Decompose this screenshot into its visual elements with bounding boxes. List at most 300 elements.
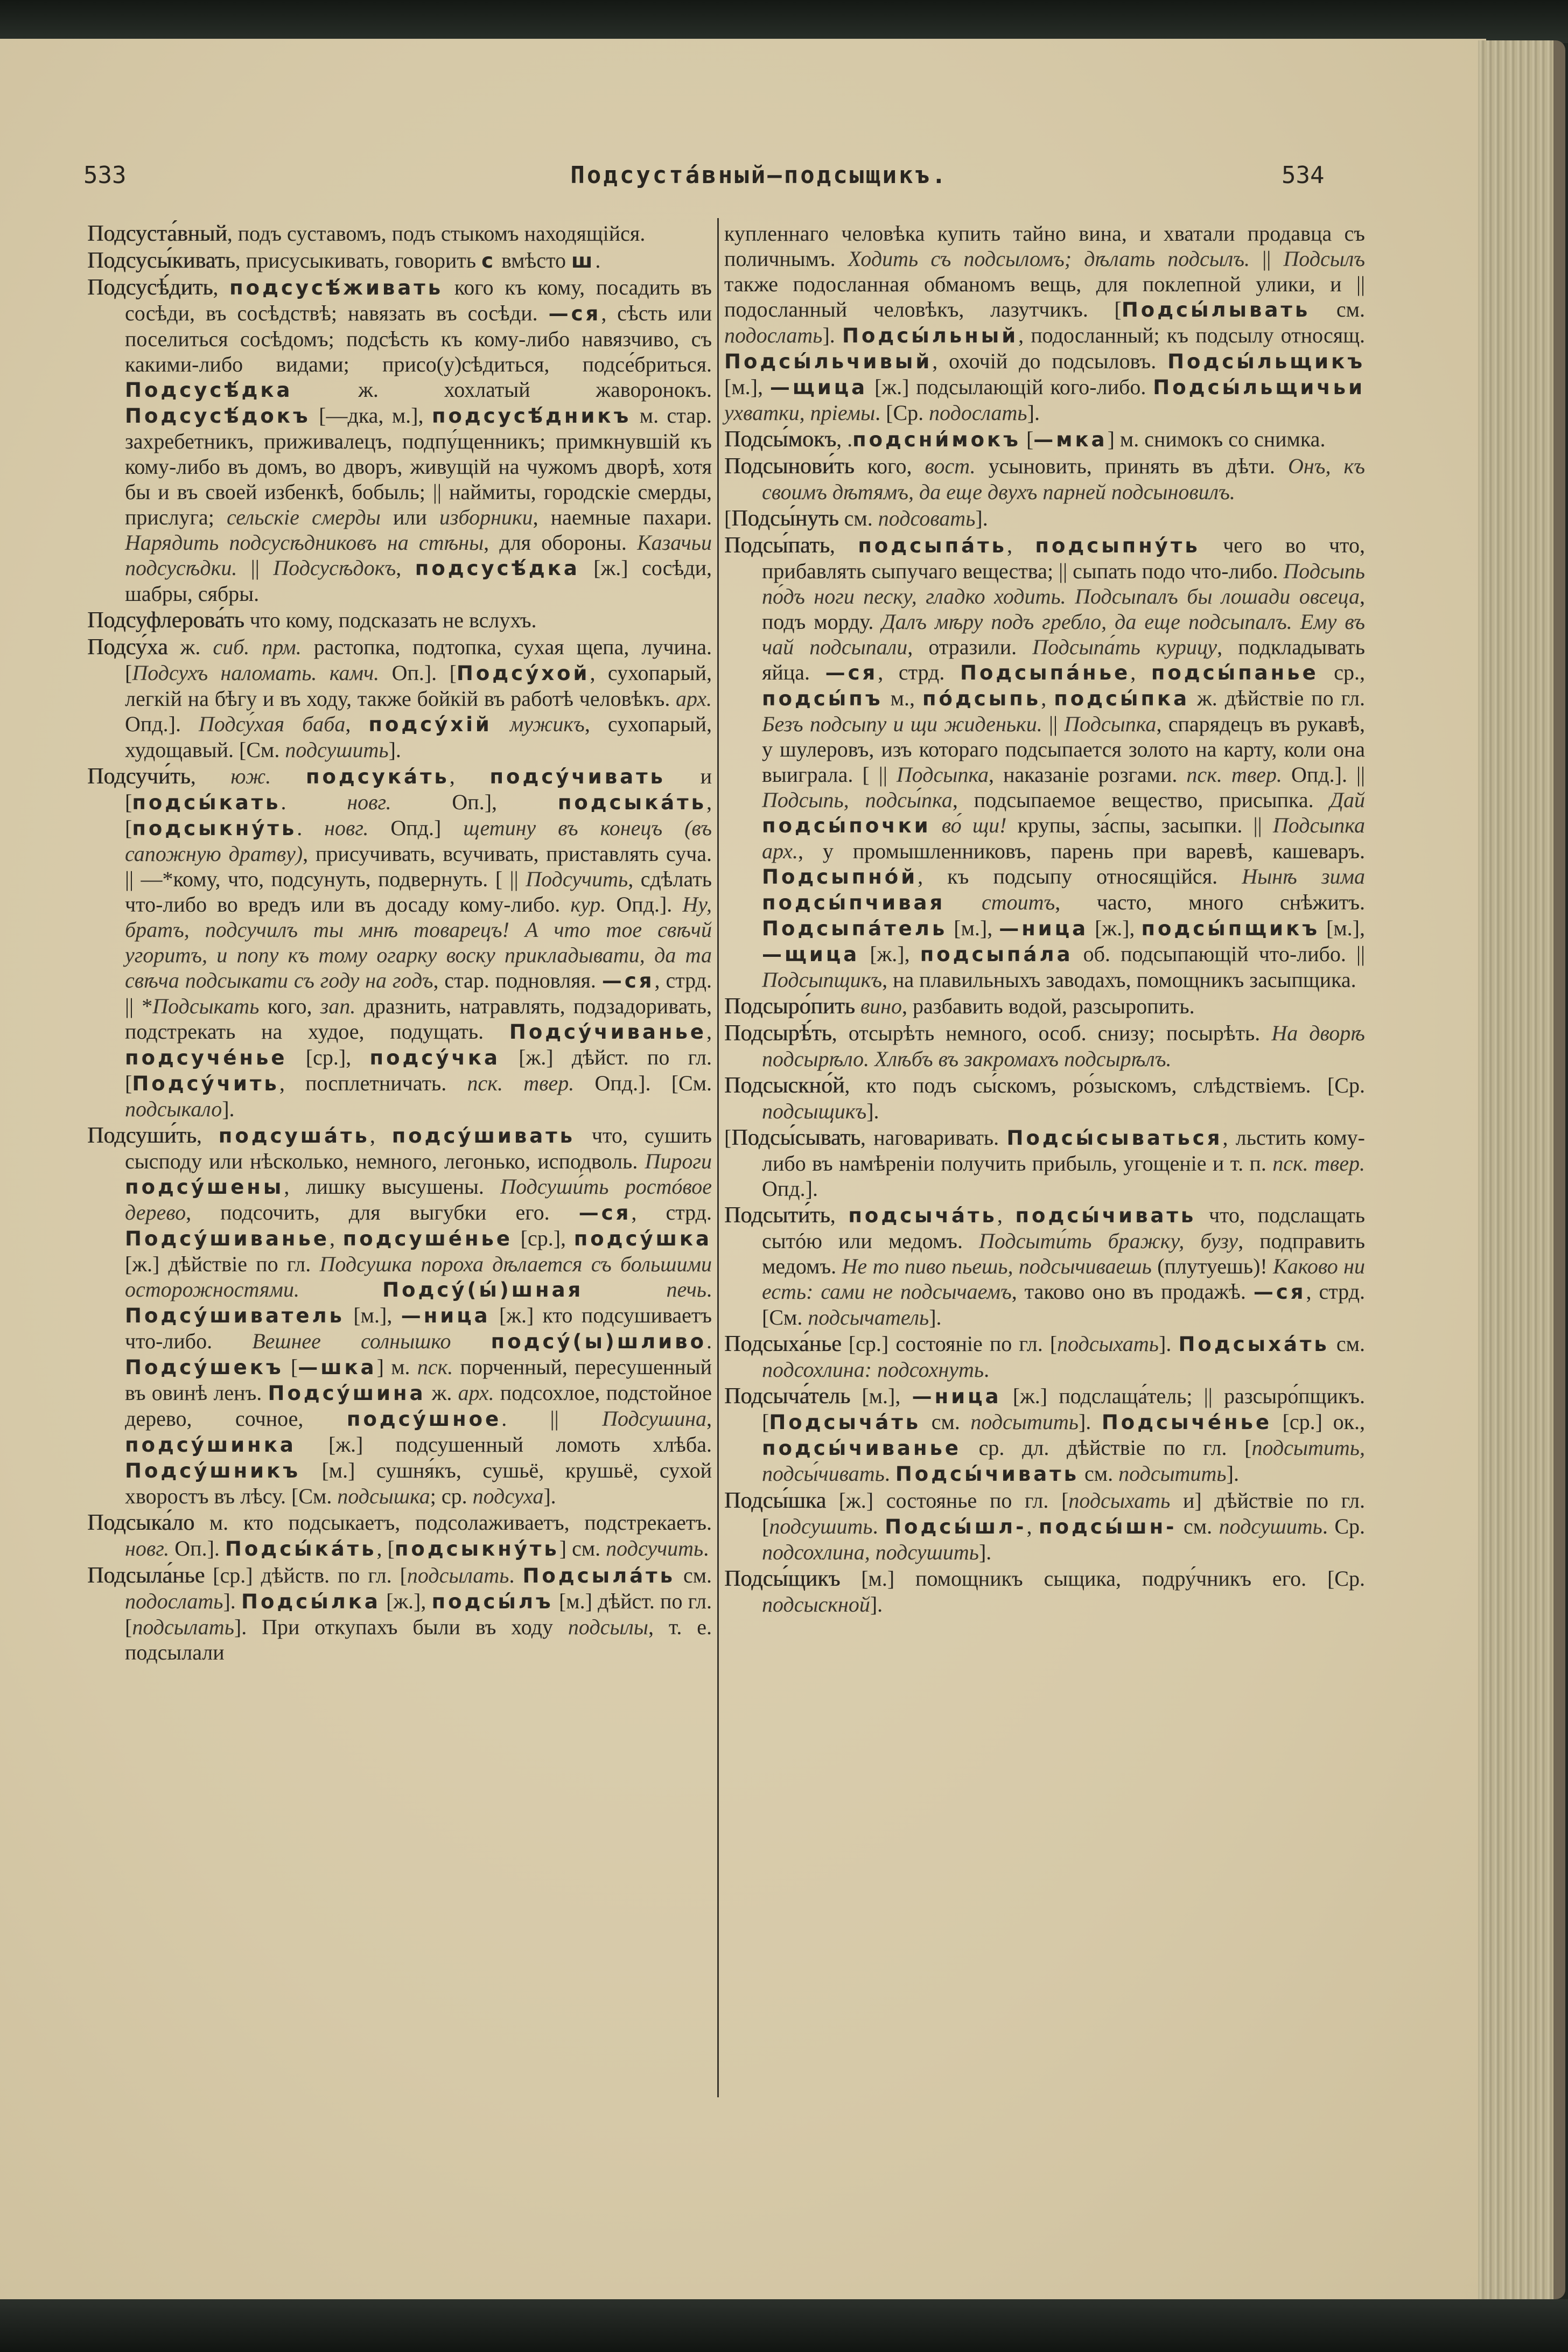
definition-text — [451, 1329, 491, 1353]
definition-text: ]. — [870, 1592, 883, 1616]
definition-text: . — [872, 1514, 885, 1538]
definition-text: см. — [1329, 1332, 1365, 1356]
dictionary-entry — [87, 275, 712, 606]
italic-example: юж. — [230, 764, 271, 788]
derived-form: подсы́почки — [762, 814, 931, 837]
derived-form: подсу́(ы)шливо — [491, 1330, 706, 1353]
definition-text: [м.], — [947, 916, 999, 940]
italic-example: стоитъ — [981, 890, 1055, 914]
dictionary-entry — [724, 1566, 1365, 1617]
headword: Подсусы́кивать — [87, 248, 235, 273]
derived-form: подсуче́нье — [125, 1046, 288, 1069]
definition-text: , подкладывать яйца. — [762, 635, 1366, 684]
definition-text: [м.], — [1320, 916, 1366, 940]
italic-example: Подсушка пороха дѣлается съ большими осторожностями. — [125, 1252, 712, 1301]
definition-text: . [Ср. — [875, 401, 929, 425]
derived-form: подсусѣ́дка — [415, 557, 580, 580]
definition-text: ж. хохлатый жаворонокъ. — [292, 377, 712, 402]
italic-example: пск. — [417, 1355, 453, 1379]
definition-text: купленнаго человѣка купить тайно вина, и хватали продавца съ поличнымъ. — [724, 221, 1365, 271]
definition-text: [ж.] подсылающій кого-либо. — [867, 375, 1153, 399]
derived-form: подсу́чка — [369, 1046, 500, 1069]
dark-background-bottom — [0, 2299, 1568, 2352]
definition-text: Опд.]. — [762, 1177, 818, 1201]
derived-form: —ся — [548, 302, 601, 325]
italic-example: арх. — [458, 1381, 494, 1405]
derived-form: —мка — [1033, 428, 1108, 451]
italic-example: Подсыти́ть бражку, бузу — [979, 1229, 1238, 1253]
definition-text: или — [380, 505, 439, 529]
derived-form: Подсыча́ть — [769, 1411, 921, 1434]
dictionary-entry — [724, 1125, 1365, 1201]
definition-text: , подъ морду. — [762, 584, 1365, 634]
italic-example: подсытить, подсы́чивать — [762, 1436, 1365, 1486]
dictionary-entry — [87, 221, 712, 247]
headword: Подсы́сывать — [731, 1125, 860, 1150]
derived-form: подсы́пщикъ — [1141, 917, 1320, 940]
definition-text: что кому, подсказать не вслухъ. — [244, 608, 537, 632]
definition-text: м. кто подсыкаетъ, подсолаживаетъ, подстрекаетъ. — [194, 1510, 712, 1535]
derived-form: Подсы́лка — [241, 1590, 381, 1613]
definition-text: Опд.] — [368, 816, 464, 840]
definition-text: , — [829, 533, 858, 557]
definition-text: , кто подъ сы́скомъ, ро́зыскомъ, слѣдствіемъ. [Ср. — [844, 1073, 1365, 1097]
dictionary-column-left — [87, 221, 712, 1666]
definition-text: , [ — [376, 1536, 395, 1560]
derived-form: подсука́ть — [305, 765, 450, 788]
dictionary-entry — [724, 506, 1365, 531]
derived-form: подсы́пка — [1054, 687, 1190, 710]
definition-text: [ср.], — [287, 1045, 370, 1069]
derived-form: подсу́шивать — [391, 1124, 576, 1147]
definition-text: ]. — [223, 1589, 242, 1613]
definition-text: [ж.] подслаща́тель; || разсыро́пщикъ. [ — [762, 1384, 1366, 1434]
derived-form: Подсу́хой — [456, 662, 590, 685]
definition-text: см. — [1310, 297, 1365, 321]
italic-example: Ходить съ подсыломъ; дѣлать подсылъ. — [848, 247, 1250, 271]
italic-example: подсыхать — [1057, 1332, 1159, 1356]
italic-example: новг. — [324, 816, 369, 840]
definition-text: . || — [501, 1406, 603, 1431]
definition-text: порченный, пересушенный въ овинѣ ленъ. — [125, 1355, 712, 1405]
headword: Подсуфлерова́ть — [87, 608, 244, 633]
definition-text — [271, 764, 306, 788]
derived-form: Подсу́(ы́)шная — [382, 1278, 584, 1301]
derived-form: —ся — [1253, 1280, 1306, 1304]
derived-form: Подсу́шиванье — [125, 1227, 330, 1250]
definition-text: , подъ суставомъ, подъ стыкомъ находящійся. — [227, 221, 646, 246]
definition-text: ]. — [978, 1540, 992, 1564]
definition-text — [931, 813, 942, 837]
definition-text: ср., — [1318, 660, 1366, 684]
headword: Подсыка́ло — [87, 1510, 195, 1535]
derived-form: подсу́шены — [125, 1175, 284, 1199]
derived-form: подсуша́ть — [218, 1124, 370, 1147]
italic-example: вино — [860, 994, 902, 1018]
italic-example: подсылать — [132, 1615, 234, 1639]
derived-form: Подсыпно́й — [762, 865, 918, 888]
italic-example: щетину въ конецъ (въ сапожную дратву) — [125, 816, 712, 866]
italic-example: подсычатель — [808, 1305, 929, 1329]
italic-example: Нынѣ зима — [1242, 864, 1365, 888]
definition-text: чего во что, прибавлять сыпучаго вещества; || сыпать подо что-либо. — [762, 533, 1366, 583]
italic-example: ухватки, пріемы — [724, 401, 876, 425]
definition-text: см. — [1079, 1461, 1119, 1486]
definition-text: усыновить, принять въ дѣти. — [975, 454, 1288, 478]
definition-text: [м.], — [850, 1384, 912, 1408]
definition-text: м. стар. захребетникъ, приживалецъ, подпу́щенникъ; примкнувшій къ кому-либо въ домъ, во дворъ, живущій на чужомъ дворѣ, хотя бы и въ своей избенкѣ, бобыль; || наймиты, городскіе смерды, прислуга; — [125, 403, 712, 529]
definition-text: , стрд. || * — [125, 968, 712, 1018]
italic-example: Далъ мѣру подъ гребло, да еще подсыпалъ. Ему въ чай подсыпали — [762, 610, 1365, 659]
definition-text: , — [190, 764, 231, 788]
italic-example: подсушить — [1219, 1514, 1322, 1538]
derived-form: Подсыха́ть — [1178, 1333, 1329, 1356]
derived-form: подсы́чиванье — [762, 1437, 962, 1460]
definition-text: ср. дл. дѣйствіе по гл. [ — [961, 1436, 1252, 1460]
definition-text: ]. — [929, 1305, 942, 1329]
italic-example: Подсушина — [602, 1406, 706, 1431]
definition-text: || — [1042, 712, 1065, 736]
definition-text: , подсочить, для выгубки его. — [186, 1200, 579, 1224]
italic-example: подослать — [929, 401, 1027, 425]
definition-text: ]. — [1078, 1410, 1102, 1434]
definition-text: . — [984, 1357, 990, 1382]
definition-text: . — [297, 816, 325, 840]
definition-text: , разбавить водой, разсыропить. — [902, 994, 1195, 1018]
derived-form: Подсу́шекъ — [125, 1356, 284, 1379]
definition-text — [855, 994, 860, 1018]
definition-text: ] м. снимокъ со снимка. — [1107, 427, 1326, 451]
headword: Подсыскно́й — [724, 1073, 845, 1098]
definition-text — [492, 712, 510, 736]
definition-text: ж. — [425, 1381, 458, 1405]
definition-text: , — [1041, 686, 1054, 710]
definition-text: , отсырѣть немного, особ. снизу; посырѣть. — [831, 1021, 1272, 1045]
derived-form: Подсы́сываться — [1006, 1126, 1223, 1150]
derived-form: Подсы́чивать — [895, 1462, 1080, 1486]
derived-form: подсыпну́ть — [1035, 534, 1200, 557]
derived-form: Подсыла́ть — [522, 1564, 676, 1587]
definition-text: , присусыкивать, говорить — [235, 248, 482, 272]
derived-form: Подсу́чить — [132, 1072, 279, 1095]
derived-form: подсу́хій — [368, 713, 492, 736]
dictionary-entry — [724, 1202, 1365, 1330]
definition-text: , — [345, 712, 369, 736]
dictionary-column-right — [724, 221, 1365, 1618]
definition-text: , — [396, 556, 415, 580]
italic-example: Подсыпь, подсы́пка — [762, 788, 953, 812]
derived-form: Подсы́льный — [842, 324, 1019, 347]
definition-text: , сдѣлать что-либо во вредъ или въ досаду кому-либо. — [125, 867, 712, 916]
dictionary-entry — [724, 993, 1365, 1019]
derived-form: Подсы́льщичьи — [1153, 376, 1366, 399]
definition-text: [ср.] состояніе по гл. [ — [841, 1332, 1058, 1356]
headword: Подсы́шка — [724, 1488, 827, 1513]
definition-text: . — [884, 1461, 895, 1486]
derived-form: по́дсыпь — [922, 687, 1041, 710]
derived-form: подсы́пъ — [762, 687, 883, 710]
derived-form: подсы́панье — [1151, 661, 1319, 684]
italic-example: подсыкало — [125, 1097, 222, 1121]
dictionary-entry — [87, 1123, 712, 1509]
definition-text: , — [1130, 660, 1151, 684]
headword: Подсы́пать — [724, 533, 830, 558]
derived-form: подсусѣ́живать — [229, 276, 444, 299]
definition-text: , т. е. подсылали — [125, 1615, 712, 1664]
derived-form: подсыпа́ть — [858, 534, 1007, 557]
italic-example: подсыскной — [762, 1592, 870, 1616]
derived-form: —шка — [298, 1356, 377, 1379]
italic-example: На дворѣ подсырѣло. Хлѣбъ въ закромахъ подсырѣлъ. — [762, 1021, 1365, 1071]
italic-example: зап. — [320, 994, 356, 1018]
italic-example: во́ щи! — [941, 813, 1007, 837]
derived-form: Подсы́льщикъ — [1167, 350, 1365, 373]
italic-example: подсылы — [568, 1615, 648, 1639]
definition-text: [м.], — [724, 375, 770, 399]
derived-form: —ница — [999, 917, 1089, 940]
definition-text: ]. — [1159, 1332, 1179, 1356]
italic-example: Подсыпа́ть курицу — [1032, 635, 1217, 659]
definition-text: , присучивать, всучивать, приставлять суча. || —*кому, что, подсунуть, подвернуть. [ || — [125, 842, 712, 891]
headword: Подсы́нуть — [731, 506, 839, 531]
page-edge-stack — [1478, 40, 1565, 2299]
dictionary-entry — [724, 453, 1365, 505]
definition-text: также подосланная обманомъ вещь, для поклепной улики, и || подосланный человѣкъ, лазутчикъ. [ — [724, 272, 1365, 321]
headword: Подсыча́тель — [724, 1384, 851, 1409]
derived-form: подсы́шн- — [1039, 1515, 1177, 1538]
derived-form: подсуше́нье — [342, 1227, 513, 1250]
headword: Подсусѣ́дить — [87, 275, 213, 300]
dictionary-entry — [87, 607, 712, 633]
definition-text: , — [997, 1203, 1016, 1227]
definition-text: , наговаривать. — [860, 1125, 1007, 1150]
derived-form: —ница — [912, 1385, 1002, 1408]
derived-form: подсыкну́ть — [132, 817, 297, 840]
derived-form: подсни́мокъ — [852, 428, 1021, 451]
italic-example: сельскіе смерды — [226, 505, 381, 529]
derived-form: Подсыче́нье — [1101, 1411, 1272, 1434]
definition-text: [ — [1020, 427, 1034, 451]
italic-example: подсовать — [878, 506, 976, 530]
definition-text: [ср.] ок., — [1272, 1410, 1365, 1434]
running-head-title: Подсуста́вный—подсыщикъ. — [570, 162, 948, 189]
definition-text: , — [329, 1226, 343, 1250]
definition-text: об. подсыпающій что-либо. || — [1073, 942, 1366, 966]
dictionary-entry — [87, 248, 712, 274]
italic-example: Каково ни есть: сами не подсычаемъ — [762, 1254, 1365, 1304]
derived-form: Подсу́шина — [268, 1382, 426, 1405]
italic-example: пск. твер. — [1186, 762, 1282, 787]
definition-text: , . — [836, 427, 853, 451]
definition-text: м., — [883, 686, 922, 710]
derived-form: подсыка́ть — [557, 791, 706, 814]
italic-example: пск. твер. — [467, 1071, 575, 1095]
italic-example: Казачьи подсусѣдки. — [125, 530, 712, 580]
definition-text: Оп.]. — [169, 1536, 225, 1560]
definition-text: что, подслащать сытóю или медомъ. — [762, 1203, 1365, 1253]
headword: Подсыха́нье — [724, 1332, 842, 1356]
definition-text: , отразили. — [907, 635, 1033, 659]
dictionary-entry — [724, 1383, 1365, 1487]
dictionary-entry — [724, 426, 1365, 452]
definition-text: , сухопарый, легкій на бѣгу и въ ходу, также бойкій въ работѣ человѣкъ. — [125, 661, 712, 711]
definition-text: кого къ кому, посадить въ сосѣди, въ сосѣдствѣ; навязать въ сосѣди. — [125, 275, 712, 325]
definition-text: , — [830, 1203, 849, 1227]
dictionary-entry — [87, 764, 712, 1122]
dictionary-entry — [724, 1020, 1365, 1072]
derived-form: —ся — [578, 1201, 632, 1224]
headword: Подсы́щикъ — [724, 1566, 841, 1591]
derived-form: с — [481, 249, 496, 272]
definition-text: Опд.]. — [606, 892, 683, 916]
definition-text: , стар. подновляя. — [433, 968, 602, 992]
definition-text: [ж.], — [859, 942, 920, 966]
definition-text: см. — [921, 1410, 971, 1434]
definition-text: , стрд. — [878, 660, 960, 684]
definition-text: , спарядецъ въ рукавѣ, у шулеровъ, изъ котораго подсыпается золото на карту, коли она выиграла. [ || — [762, 712, 1366, 787]
headword: Подсырѣ́ть — [724, 1021, 832, 1046]
definition-text: дразнить, натравлять, подзадоривать, подстрекать на худое, подущать. — [125, 994, 712, 1044]
definition-text — [299, 1277, 382, 1301]
definition-text: [ср.], — [513, 1226, 574, 1250]
definition-text: [ — [283, 1355, 298, 1379]
dictionary-entry — [724, 1073, 1365, 1124]
italic-example: Онъ, къ своимъ дѣтямъ, да еще двухъ парней подсыновилъ. — [762, 454, 1366, 504]
definition-text: ]. — [1027, 401, 1040, 425]
italic-example: Подсыкать — [152, 994, 260, 1018]
definition-text: , таково оно въ продажѣ. — [1011, 1279, 1254, 1304]
italic-example: Подсыпка — [1064, 712, 1157, 736]
headword: Подсу́ха — [87, 635, 168, 660]
definition-text: . — [706, 1329, 712, 1353]
dictionary-entry — [724, 1488, 1365, 1565]
definition-text: || — [237, 556, 274, 580]
derived-form: —щица — [762, 943, 860, 966]
definition-text: [ср.] дѣйств. по гл. [ — [205, 1563, 407, 1587]
definition-text: Оп.], — [391, 790, 558, 814]
definition-text: [м.] дѣйст. по гл. [ — [125, 1589, 712, 1639]
definition-text: [ж.] дѣйст. по гл. [ — [125, 1045, 712, 1095]
definition-text: Оп.]. [ — [379, 661, 457, 685]
definition-text: кого, — [259, 994, 320, 1018]
italic-example: вост. — [925, 454, 976, 478]
italic-example: Подсыпщикъ — [762, 968, 883, 992]
headword: Подсыро́пить — [724, 994, 855, 1019]
definition-text — [945, 890, 982, 914]
definition-text: [ — [724, 1125, 732, 1150]
italic-example: подослать — [724, 323, 823, 347]
italic-example: Подсыпка арх. — [762, 813, 1365, 863]
dictionary-entry — [87, 1510, 712, 1562]
italic-example: новг. — [125, 1536, 170, 1560]
derived-form: —щица — [769, 376, 868, 399]
definition-text: вмѣсто — [496, 248, 572, 272]
definition-text: (плутуешь)! — [1151, 1254, 1273, 1278]
definition-text: ]. — [543, 1484, 556, 1508]
derived-form: подсу́шинка — [125, 1433, 296, 1457]
italic-example: подсыщикъ — [762, 1099, 867, 1123]
definition-text: и [ — [125, 764, 712, 814]
derived-form: Подсыпа́тель — [762, 917, 948, 940]
definition-text: что, сушить сысподу или нѣсколько, немного, легонько, исподволь. — [125, 1123, 712, 1173]
derived-form: подсы́кать — [132, 791, 281, 814]
italic-example: Ну, братъ, подсучилъ ты мнѣ товарецъ! А что тое свѣчй угоритъ, и попу къ тому огарку воску прикладывати, да та свѣча подсыкати съ году на годъ — [125, 892, 712, 992]
italic-example: подсылать — [407, 1563, 509, 1587]
italic-example: арх. — [676, 687, 712, 711]
definition-text: , — [706, 1019, 712, 1044]
definition-text: , [ — [125, 790, 712, 840]
definition-text: крупы, за́спы, засыпки. || — [1006, 813, 1273, 837]
italic-example: подсыхать — [1068, 1488, 1171, 1513]
definition-text: ]. — [822, 323, 843, 347]
derived-form: Подсы́льчивый — [724, 350, 933, 373]
italic-example: новг. — [347, 790, 391, 814]
definition-text: ]. — [975, 506, 988, 530]
italic-example: подсохлина, подсушить — [762, 1540, 979, 1564]
definition-text: . — [703, 1536, 709, 1560]
derived-form: подсу́шка — [573, 1227, 712, 1250]
definition-text: [ж.] состоянье по гл. [ — [826, 1488, 1069, 1513]
definition-text: [ж.], — [1088, 916, 1142, 940]
definition-text: , сухопарый, худощавый. [См. — [125, 712, 712, 762]
definition-text: , часто, много снѣжитъ. — [1055, 890, 1365, 914]
definition-text: см. — [675, 1563, 712, 1587]
italic-example: кур. — [570, 892, 606, 916]
definition-text: ]. — [1226, 1461, 1239, 1486]
definition-text: , на плавильныхъ заводахъ, помощникъ засыпщика. — [882, 968, 1356, 992]
definition-text: , — [369, 1123, 392, 1147]
definition-text: [ж.], — [380, 1589, 432, 1613]
derived-form: Подсы́шл- — [885, 1515, 1027, 1538]
italic-example: подослать — [125, 1589, 223, 1613]
derived-form: подсы́пчивая — [762, 891, 946, 914]
definition-text: , посплетничать. — [279, 1071, 467, 1095]
headword: Подсынови́ть — [724, 454, 855, 479]
derived-form: —ся — [601, 969, 655, 992]
dark-background-top — [0, 0, 1568, 43]
italic-example: Подсылъ — [1283, 247, 1366, 271]
derived-form: ш — [571, 249, 596, 272]
derived-form: подсыча́ть — [848, 1204, 997, 1227]
italic-example: Подсусѣдокъ — [273, 556, 396, 580]
definition-text: растопка, подтопка, сухая щепа, лучина. [ — [125, 635, 712, 685]
italic-example: сиб. прм. — [213, 635, 302, 659]
italic-example: Подсуши́ть ростóвое дерево — [125, 1174, 712, 1224]
headword: Подсуши́ть — [87, 1123, 197, 1148]
definition-text: , — [449, 764, 490, 788]
definition-text: , наемные пахари. — [533, 505, 712, 529]
dictionary-entry — [87, 1563, 712, 1665]
italic-example: Не то пиво пьешь, подсычиваешь — [842, 1254, 1152, 1278]
definition-text: , наказаніе розгами. — [989, 762, 1187, 787]
definition-text: , — [213, 275, 230, 299]
derived-form: подсы́чивать — [1015, 1204, 1196, 1227]
headword: Подсы́мокъ — [724, 427, 837, 452]
derived-form: Подсы́лывать — [1121, 298, 1311, 321]
definition-text: ; ср. — [430, 1484, 473, 1508]
headword: Подсыти́ть — [724, 1203, 830, 1228]
derived-form: Подсусѣ́докъ — [125, 404, 311, 428]
italic-example: подсытить — [970, 1410, 1079, 1434]
definition-text: , у промышленниковъ, парень при варевѣ, кашеваръ. — [797, 839, 1365, 863]
derived-form: подсыкну́ть — [394, 1537, 559, 1560]
derived-form: подсу́шное — [346, 1408, 502, 1431]
italic-example: подсышка — [337, 1484, 430, 1508]
dictionary-entry — [87, 634, 712, 762]
definition-text: . — [595, 248, 601, 272]
italic-example: Подсу́хая баба — [199, 712, 346, 736]
definition-text: см. — [1177, 1514, 1219, 1538]
